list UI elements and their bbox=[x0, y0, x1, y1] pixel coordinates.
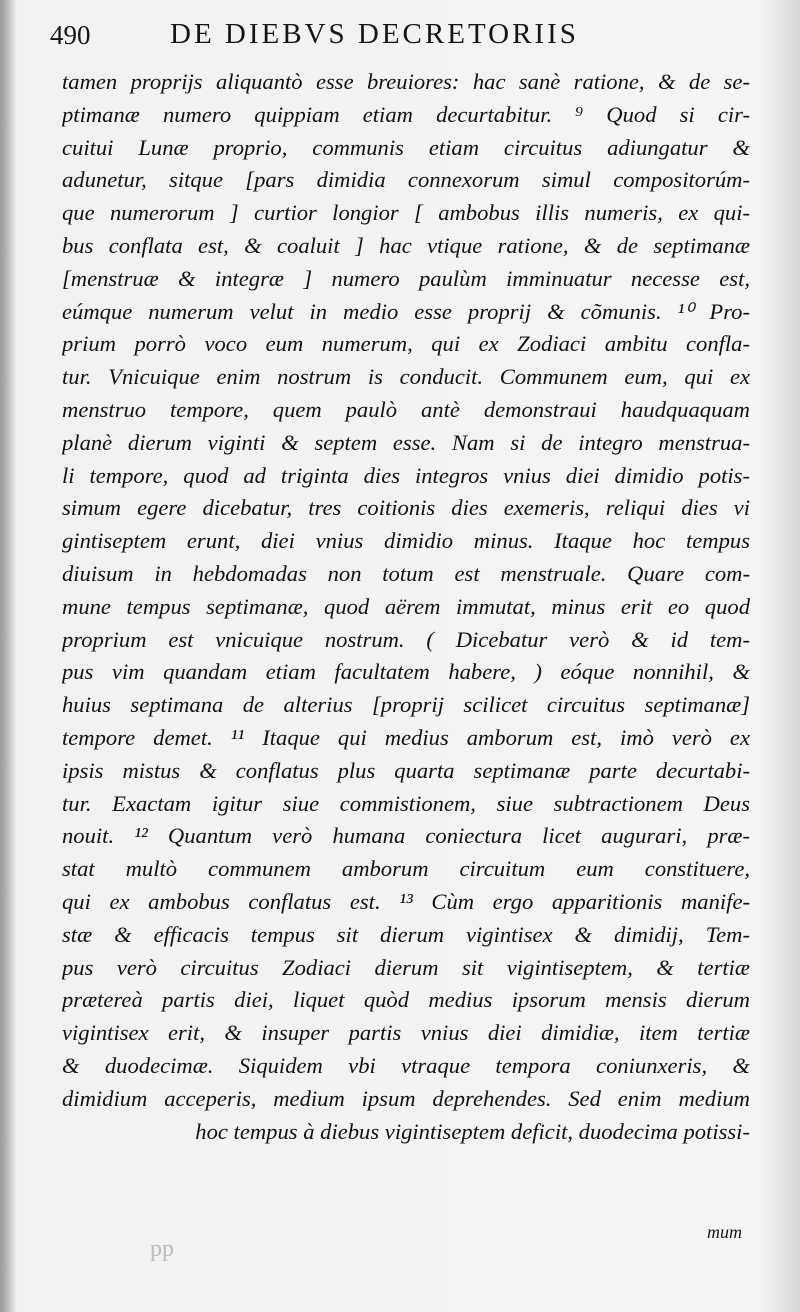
text-line: ipsis mistus & conflatus plus quarta septimanæ parte decurtabi- bbox=[62, 757, 750, 783]
text-line: li tempore, quod ad triginta dies integros vnius diei dimidio potis- bbox=[62, 462, 750, 488]
body-text bbox=[62, 66, 750, 1148]
page-number: 490 bbox=[50, 20, 91, 50]
text-line: stat multò communem amborum circuitum eum constituere, bbox=[62, 856, 750, 882]
text-line: huius septimana de alterius [proprij scilicet circuitus septimanæ] bbox=[62, 692, 750, 718]
text-line: dimidium acceperis, medium ipsum deprehendes. Sed enim medium bbox=[62, 1085, 750, 1111]
text-line: hoc tempus à diebus vigintiseptem deficit, duodecima potissi- bbox=[195, 1118, 750, 1144]
text-line: eúmque numerum velut in medio esse proprij & cõmunis. ¹⁰ Pro- bbox=[62, 298, 750, 324]
text-line: simum egere dicebatur, tres coitionis dies exemeris, reliqui dies vi bbox=[62, 495, 750, 521]
gutter-shadow bbox=[0, 0, 16, 1312]
text-line: nouit. ¹² Quantum verò humana coniectura licet augurari, præ- bbox=[62, 823, 750, 849]
text-line: diuisum in hebdomadas non totum est menstruale. Quare com- bbox=[62, 560, 750, 586]
text-line: planè dierum viginti & septem esse. Nam si de integro menstrua- bbox=[62, 429, 750, 455]
text-line: cuitui Lunæ proprio, communis etiam circuitus adiungatur & bbox=[62, 134, 750, 160]
text-line: prætereà partis diei, liquet quòd medius ipsorum mensis dierum bbox=[62, 987, 750, 1013]
text-line: & duodecimæ. Siquidem vbi vtraque tempora coniunxeris, & bbox=[62, 1052, 750, 1078]
text-line: stæ & efficacis tempus sit dierum vigintisex & dimidij, Tem- bbox=[62, 921, 750, 947]
text-line: proprium est vnicuique nostrum. ( Dicebatur verò & id tem- bbox=[62, 626, 750, 652]
catchword: mum bbox=[707, 1222, 742, 1242]
signature-mark: pp bbox=[150, 1236, 174, 1262]
text-line: tempore demet. ¹¹ Itaque qui medius amborum est, imò verò ex bbox=[62, 724, 750, 750]
text-line: pus verò circuitus Zodiaci dierum sit vigintiseptem, & tertiæ bbox=[62, 954, 750, 980]
text-line: mune tempus septimanæ, quod aërem immutat, minus erit eo quod bbox=[62, 593, 750, 619]
text-line: tamen proprijs aliquantò esse breuiores: hac sanè ratione, & de se- bbox=[62, 69, 750, 94]
text-line: tur. Vnicuique enim nostrum is conducit. Communem eum, qui ex bbox=[62, 364, 750, 390]
text-line: que numerorum ] curtior longior [ ambobus illis numeris, ex qui- bbox=[62, 200, 750, 226]
text-line: prium porrò voco eum numerum, qui ex Zodiaci ambitu confla- bbox=[62, 331, 750, 357]
text-line: pus vim quandam etiam facultatem habere, ) eóque nonnihil, & bbox=[62, 659, 750, 685]
text-line: vigintisex erit, & insuper partis vnius diei dimidiæ, item tertiæ bbox=[62, 1020, 750, 1046]
text-line: ptimanæ numero quippiam etiam decurtabitur. ⁹ Quod si cir- bbox=[62, 101, 750, 127]
text-line: gintiseptem erunt, diei vnius dimidio minus. Itaque hoc tempus bbox=[62, 528, 750, 554]
text-line: adunetur, sitque [pars dimidia connexorum simul compositorúm- bbox=[62, 167, 750, 193]
text-line: bus conflata est, & coaluit ] hac vtique ratione, & de septimanæ bbox=[62, 232, 750, 258]
text-line: tur. Exactam igitur siue commistionem, siue subtractionem Deus bbox=[62, 790, 750, 816]
text-line: menstruo tempore, quem paulò antè demonstraui haudquaquam bbox=[62, 396, 750, 422]
text-line: [menstruæ & integræ ] numero paulùm imminuatur necesse est, bbox=[62, 265, 750, 291]
text-line: qui ex ambobus conflatus est. ¹³ Cùm ergo apparitionis manife- bbox=[62, 888, 750, 914]
running-head: DE DIEBVS DECRETORIIS bbox=[170, 18, 579, 50]
